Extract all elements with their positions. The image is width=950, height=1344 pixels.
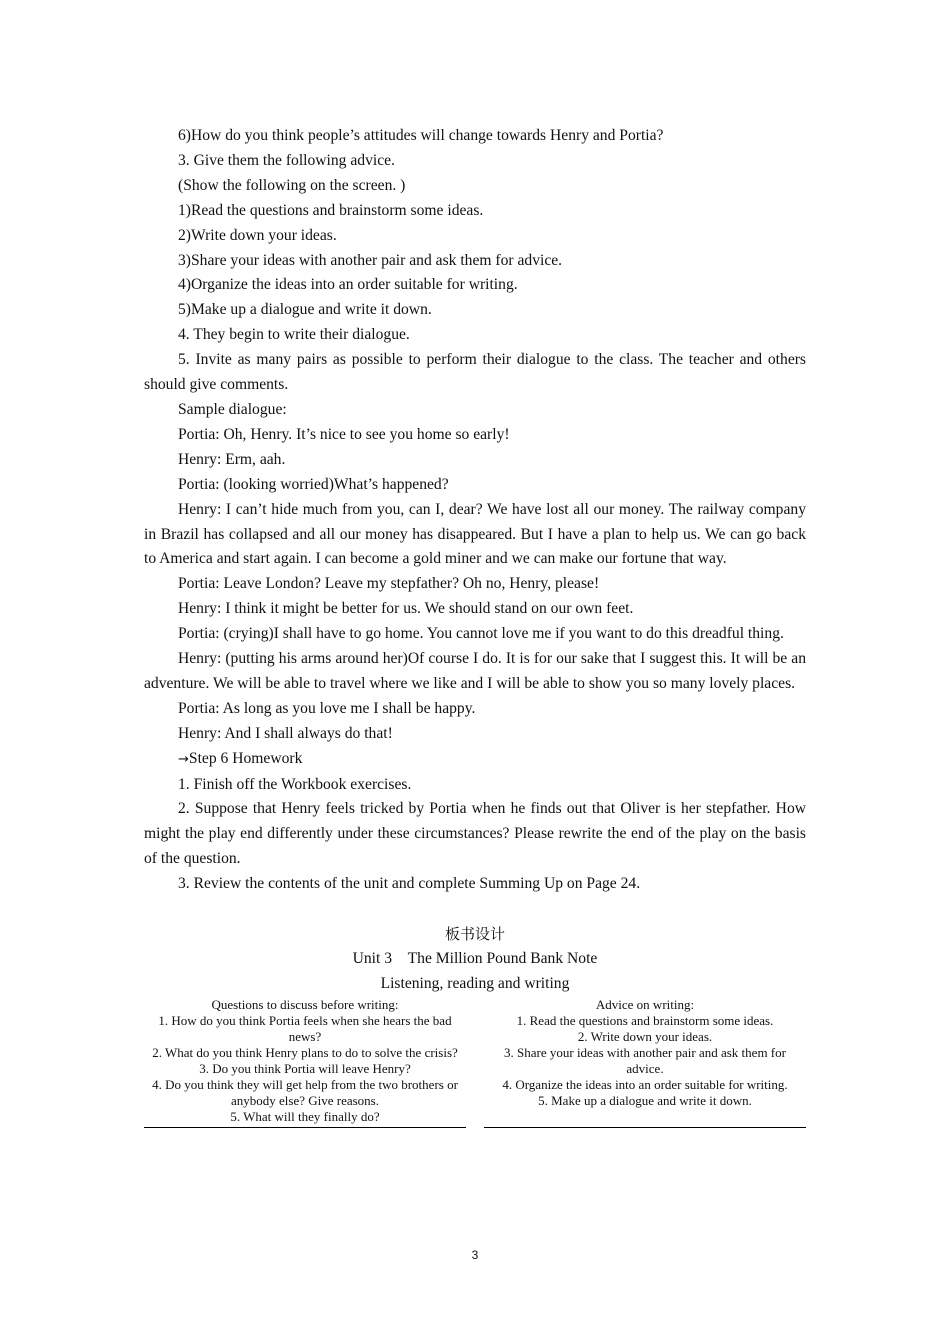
left-item: 4. Do you think they will get help from the two brothers or anybody else? Give reasons.	[152, 1076, 458, 1108]
right-item: 3. Share your ideas with another pair and ask them for advice.	[504, 1044, 786, 1076]
paragraph: 4)Organize the ideas into an order suitable for writing.	[178, 276, 518, 294]
paragraph: Portia: (crying)I shall have to go home. You cannot love me if you want to do this dreadful thing.	[178, 625, 784, 643]
paragraph: Portia: Leave London? Leave my stepfather? Oh no, Henry, please!	[178, 575, 600, 593]
paragraph: Henry: And I shall always do that!	[178, 724, 393, 742]
paragraph: Henry: (putting his arms around her)Of course I do. It is for our sake that I suggest this. It will be an adventure. We will be able to travel where we like and I will be able to show you so many lovely places.	[144, 650, 806, 692]
right-item: 2. Write down your ideas.	[577, 1028, 713, 1044]
homework-item: 2. Suppose that Henry feels tricked by Portia when he finds out that Oliver is her stepfather. How might the play end differently under these circumstances? Please rewrite the end of the play on the basis of the question.	[144, 800, 806, 868]
board-unit-title: Unit 3 The Million Pound Bank Note	[352, 949, 598, 967]
step6-heading	[144, 747, 806, 773]
paragraph: 3)Share your ideas with another pair and ask them for advice.	[178, 251, 563, 269]
paragraph: (Show the following on the screen. )	[178, 176, 406, 194]
paragraph: 3. Give them the following advice.	[178, 151, 395, 169]
left-item: 3. Do you think Portia will leave Henry?	[199, 1060, 411, 1076]
right-column-header: Advice on writing:	[595, 996, 695, 1012]
homework-item: 3. Review the contents of the unit and complete Summing Up on Page 24.	[178, 875, 641, 893]
left-item: 1. How do you think Portia feels when she hears the bad news?	[158, 1012, 452, 1044]
paragraph: Portia: As long as you love me I shall be happy.	[178, 699, 476, 717]
document-body	[144, 124, 806, 1128]
paragraph: Henry: I think it might be better for us. We should stand on our own feet.	[178, 600, 634, 618]
left-item: 5. What will they finally do?	[230, 1108, 380, 1124]
board-left-column	[144, 997, 466, 1128]
paragraph: Sample dialogue:	[178, 400, 287, 418]
right-item: 1. Read the questions and brainstorm some ideas.	[516, 1012, 774, 1028]
paragraph: 1)Read the questions and brainstorm some ideas.	[178, 201, 484, 219]
paragraph: 5. Invite as many pairs as possible to perform their dialogue to the class. The teacher and others should give comments.	[144, 351, 806, 394]
paragraph: Portia: (looking worried)What’s happened?	[178, 475, 449, 493]
paragraph: 2)Write down your ideas.	[178, 226, 337, 244]
step6-label: Step 6 Homework	[188, 749, 303, 767]
arrow-icon: →	[178, 751, 189, 767]
board-design-title: 板书设计	[444, 924, 505, 943]
paragraph: Henry: Erm, aah.	[178, 450, 286, 468]
left-column-header: Questions to discuss before writing:	[211, 996, 399, 1012]
paragraph: 6)How do you think people’s attitudes will change towards Henry and Portia?	[178, 127, 664, 144]
paragraph: Henry: I can’t hide much from you, can I, dear? We have lost all our money. The railway company in Brazil has collapsed and all our money has disappeared. But I have a plan to help us. We can go back to America and start again. I can become a gold miner and we can make our fortune that way.	[144, 500, 806, 568]
paragraph: 5)Make up a dialogue and write it down.	[178, 301, 432, 319]
paragraph: 4. They begin to write their dialogue.	[178, 326, 410, 344]
paragraph: Portia: Oh, Henry. It’s nice to see you home so early!	[178, 425, 510, 443]
board-table	[144, 997, 806, 1128]
homework-item: 1. Finish off the Workbook exercises.	[178, 775, 412, 793]
board-subtitle: Listening, reading and writing	[380, 974, 570, 992]
board-right-column	[484, 997, 806, 1128]
right-item: 4. Organize the ideas into an order suitable for writing.	[502, 1076, 788, 1092]
left-item: 2. What do you think Henry plans to do to solve the crisis?	[152, 1044, 458, 1060]
right-item: 5. Make up a dialogue and write it down.	[538, 1092, 752, 1108]
page-number: 3	[471, 1248, 479, 1262]
